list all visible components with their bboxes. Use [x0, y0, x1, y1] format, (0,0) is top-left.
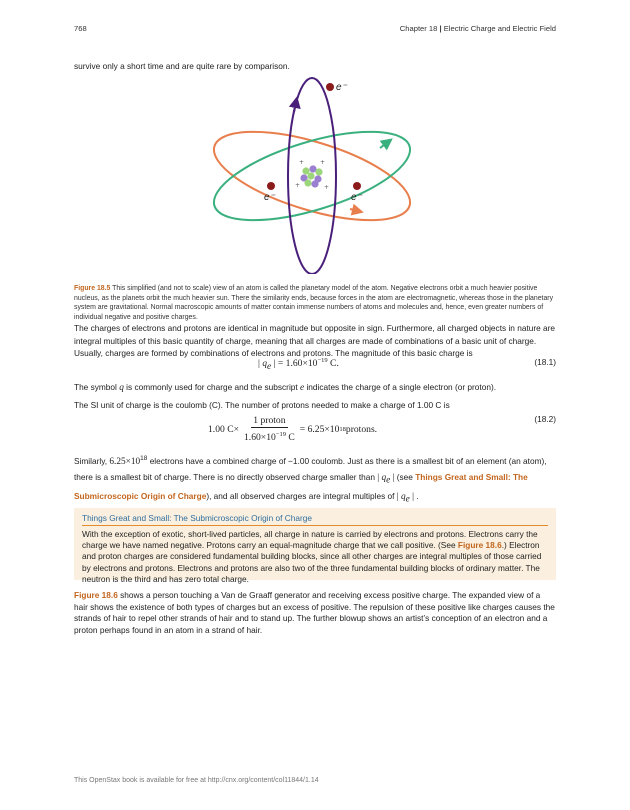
abs-left: | [258, 358, 263, 370]
abs-right: | [390, 473, 395, 484]
equation-18-2 [74, 414, 556, 444]
paragraph-symbol [74, 381, 556, 395]
svg-text:+: + [324, 184, 330, 191]
eq2-rhs-exponent: 18 [339, 425, 346, 433]
eq2-denominator [242, 428, 297, 443]
electron-left [267, 182, 275, 190]
page-footer: This OpenStax book is available for free at http://cnx.org/content/col11844/1.14 [74, 777, 319, 784]
atom-figure [200, 76, 425, 274]
para4-math: 6.25×10 [109, 456, 141, 467]
orange-orbit-arrow [350, 209, 358, 211]
feature-box-title: Things Great and Small: The Submicroscopic Origin of Charge [82, 513, 312, 523]
para2-text-1: The symbol [74, 382, 120, 392]
para4-text-3: (see [394, 472, 416, 483]
eq1-exponent: −19 [317, 357, 328, 364]
paragraph-charges: The charges of electrons and protons are identical in magnitude but opposite in sign. Furthermore, all charged objects in nature are integral multiples of this basic quantity of charge, meaning that all charges are made of combinations of a basic unit of charge. Usually, charges are formed by combinations of electrons and protons. The magnitude of this basic charge is [74, 323, 556, 359]
feature-box-text [82, 529, 550, 585]
q-symbol: q [381, 473, 387, 484]
figure-18-6-link[interactable]: Figure 18.6 [74, 590, 118, 600]
e-symbol: e [300, 383, 305, 393]
para4-text-1: Similarly, [74, 455, 110, 466]
eq1-unit: C. [327, 358, 339, 370]
electron-top-label: e⁻ [336, 82, 347, 93]
equation-number: (18.2) [534, 414, 556, 424]
electron-left-label: e⁻ [264, 192, 275, 203]
para4-text-4: ), and all observed charges are integral multiples of [206, 491, 397, 502]
eq2-fraction [242, 415, 297, 443]
electron-right [353, 182, 361, 190]
chapter-number: Chapter 18 [399, 24, 438, 33]
things-great-and-small-link[interactable]: Things Great and Small: The Submicroscopic Origin of Charge [74, 472, 528, 502]
para4-text-5: . [413, 491, 419, 502]
green-orbit-arrow [380, 142, 388, 148]
eq2-rhs: = 6.25×10 [299, 423, 340, 435]
equation-18-1 [74, 357, 556, 373]
svg-text:+: + [320, 159, 326, 166]
eq2-lhs: 1.00 C× [208, 423, 239, 435]
q-symbol: q [400, 492, 406, 503]
q-symbol: q [119, 383, 124, 393]
abs-left: | [377, 473, 382, 484]
figure-caption [74, 284, 556, 322]
e-subscript: e [266, 362, 272, 373]
eq2-rhs-unit: protons. [345, 423, 378, 435]
chapter-title: Electric Charge and Electric Field [443, 24, 556, 33]
abs-right: | [271, 358, 276, 370]
para2-text-2: is commonly used for charge and the subscript [123, 382, 301, 392]
nucleus [295, 159, 329, 191]
paragraph-si-unit: The SI unit of charge is the coulomb (C). The number of protons needed to make a charge of 1.00 C is [74, 400, 450, 410]
e-subscript: e [405, 495, 410, 506]
para2-text-3: indicates the charge of a single electron (or proton). [304, 382, 497, 392]
eq2-den-unit: C [285, 432, 295, 444]
figure-label: Figure 18.5 [74, 285, 111, 292]
eq2-den-value: 1.60×10 [244, 432, 276, 444]
para5-text: shows a person touching a Van de Graaff generator and receiving excess positive charge. The expanded view of a hair shows the existence of both types of charges but an excess of positive. The repulsion of these positive like charges causes the strands of hair to repel other strands of hair and to stand up. The further blowup shows an artist’s conception of an electron and a proton perhaps found in an atom in a strand of hair. [74, 590, 555, 635]
feature-box [74, 508, 556, 584]
header-separator: | [437, 24, 444, 33]
eq2-den-exponent: −19 [275, 430, 286, 438]
figure-18-6-link[interactable]: Figure 18.6 [457, 540, 502, 551]
intro-paragraph: survive only a short time and are quite rare by comparison. [74, 61, 290, 71]
svg-text:+: + [299, 159, 305, 166]
running-header [400, 24, 556, 33]
caption-text: This simplified (and not to scale) view of an atom is called the planetary model of the atom. Negative electrons orbit a much heavier positive nucleus, as the planets orbit the much heavier sun. There the similarity ends, because forces in the atom are electromagnetic, whereas those in the planetary system are gravitational. Normal macroscopic amounts of matter contain immense numbers of atoms and molecules and, hence, even greater numbers of individual negative and positive charges. [74, 285, 554, 321]
eq1-rhs: = 1.60×10 [275, 358, 318, 370]
electron-top [326, 83, 334, 91]
para4-math-exponent: 18 [140, 455, 148, 462]
paragraph-van-de-graaff [74, 590, 556, 636]
svg-text:+: + [295, 182, 301, 189]
abs-right: | [409, 492, 414, 503]
para4-text-2: electrons have a combined charge of −1.00 coulomb. Just as there is a smallest bit of an element (an atom), there is a smallest bit of charge. There is no directly observed charge smaller than [74, 455, 547, 483]
eq2-numerator: 1 proton [253, 414, 286, 426]
vertical-orbit-arrow [294, 102, 296, 112]
page-number: 768 [74, 24, 87, 33]
abs-left: | [396, 492, 401, 503]
equation-number: (18.1) [534, 357, 556, 367]
feature-box-text-1: With the exception of exotic, short-lived particles, all charge in nature is carried by electrons and protons. Electrons carry the charge we have named negative. Protons carry an equal-magnitude charge that we call positive. (See [82, 529, 538, 551]
electron-right-label: e⁻ [351, 192, 362, 203]
feature-box-rule [82, 525, 548, 526]
paragraph-similarly [74, 451, 556, 509]
e-subscript: e [386, 475, 391, 486]
q-symbol: q [262, 359, 267, 370]
feature-box-text-2: .) Electron and proton charges are considered fundamental building blocks, since all other charges are integral multiples of those carried by electrons and protons. Electrons and protons are also two of the three fundamental building blocks of ordinary matter. The neutron is the third and has zero total charge. [82, 540, 542, 584]
